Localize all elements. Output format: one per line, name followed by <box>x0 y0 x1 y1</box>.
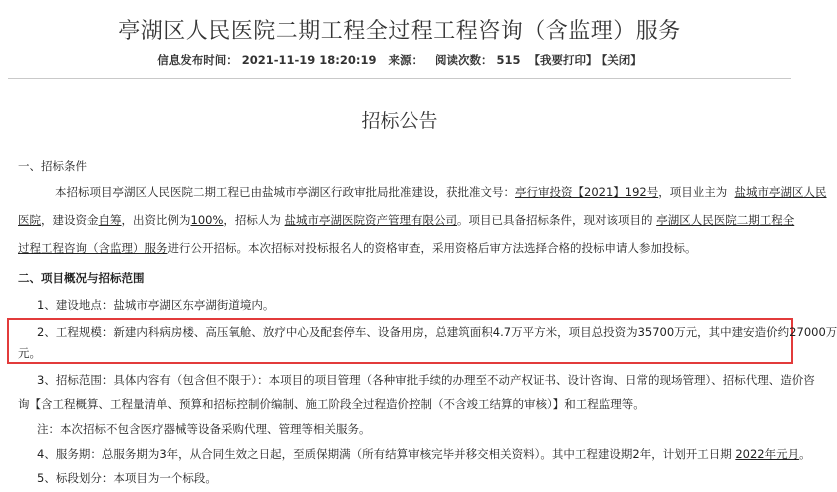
owner-name-part1: 盐城市亭湖区人民 <box>734 185 827 199</box>
item-scale-line1: 2、工程规模：新建内科病房楼、高压氧舱、放疗中心及配套停车、设备用房，总建筑面积4.7万平方米，项目总投资为35700万元，其中建安造价约27000万 <box>37 325 837 339</box>
publish-time: 2021-11-19 18:20:19 <box>241 53 377 67</box>
read-count: 515 <box>496 53 521 67</box>
start-date: 2022年元月 <box>735 447 800 461</box>
item-note: 注：本次招标不包含医疗器械等设备采购代理、管理等相关服务。 <box>37 422 371 436</box>
funding-ratio: 100% <box>190 213 224 227</box>
project-name-part1: 亭湖区人民医院二期工程全 <box>656 213 795 227</box>
text-segment: 。 <box>799 447 811 461</box>
notice-title: 招标公告 <box>361 110 438 132</box>
text-segment: 。项目已具备招标条件，现对该项目的 <box>457 213 653 227</box>
meta-bar <box>0 52 799 68</box>
item-scope-line2: 询【含工程概算、工程量清单、预算和招标控制价编制、施工阶段全过程造价控制（不含竣工结算的审核）】和工程监理等。 <box>18 397 645 411</box>
text-segment: ，建设资金 <box>41 213 99 227</box>
divider <box>8 78 791 79</box>
section1-line1 <box>55 184 827 200</box>
text-segment: ，出资比例为 <box>121 213 191 227</box>
section2-heading: 二、项目概况与招标范围 <box>18 271 145 285</box>
text-segment: 进行公开招标。本次招标对投标报名人的资格审查，采用资格后审方法选择合格的投标申请人参加投标。 <box>167 241 697 255</box>
item-scale-line2: 元。 <box>18 346 41 360</box>
text-segment: ，项目业主为 <box>658 185 728 199</box>
read-label: 阅读次数： <box>435 53 493 67</box>
item-service-period <box>37 446 811 462</box>
text-segment: ，招标人为 <box>223 213 281 227</box>
item-location: 1、建设地点：盐城市亭湖区东亭湖街道境内。 <box>37 298 275 312</box>
close-link[interactable]: 【关闭】 <box>601 53 642 67</box>
owner-name-part2: 医院 <box>18 213 41 227</box>
source-label: 来源： <box>388 53 423 67</box>
item-scope-line1: 3、招标范围：具体内容有（包含但不限于）：本项目的项目管理（各种审批手续的办理至不动产权证书、设计咨询、日常的现场管理）、招标代理、造价咨 <box>37 373 815 387</box>
section1-line3 <box>18 240 697 256</box>
publish-label: 信息发布时间： <box>157 53 238 67</box>
tenderer-name: 盐城市亭湖医院资产管理有限公司 <box>284 213 458 227</box>
approval-number: 亭行审投资【2021】192号 <box>515 185 659 199</box>
text-segment: 本招标项目亭湖区人民医院二期工程已由盐城市亭湖区行政审批局批准建设，获批准文号： <box>55 185 515 199</box>
funding-source: 自筹 <box>98 213 122 227</box>
project-name-part2: 过程工程咨询（含监理）服务 <box>18 241 168 255</box>
print-link[interactable]: 【我要打印】 <box>528 53 598 67</box>
page-title: 亭湖区人民医院二期工程全过程工程咨询（含监理）服务 <box>118 19 681 44</box>
text-segment: 4、服务期：总服务期为3年，从合同生效之日起，至质保期满（所有结算审核完毕并移交相关资料）。其中工程建设期2年，计划开工日期 <box>37 447 732 461</box>
section1-heading: 一、招标条件 <box>18 159 87 173</box>
item-lots: 5、标段划分：本项目为一个标段。 <box>37 471 217 485</box>
section1-line2 <box>18 212 794 228</box>
